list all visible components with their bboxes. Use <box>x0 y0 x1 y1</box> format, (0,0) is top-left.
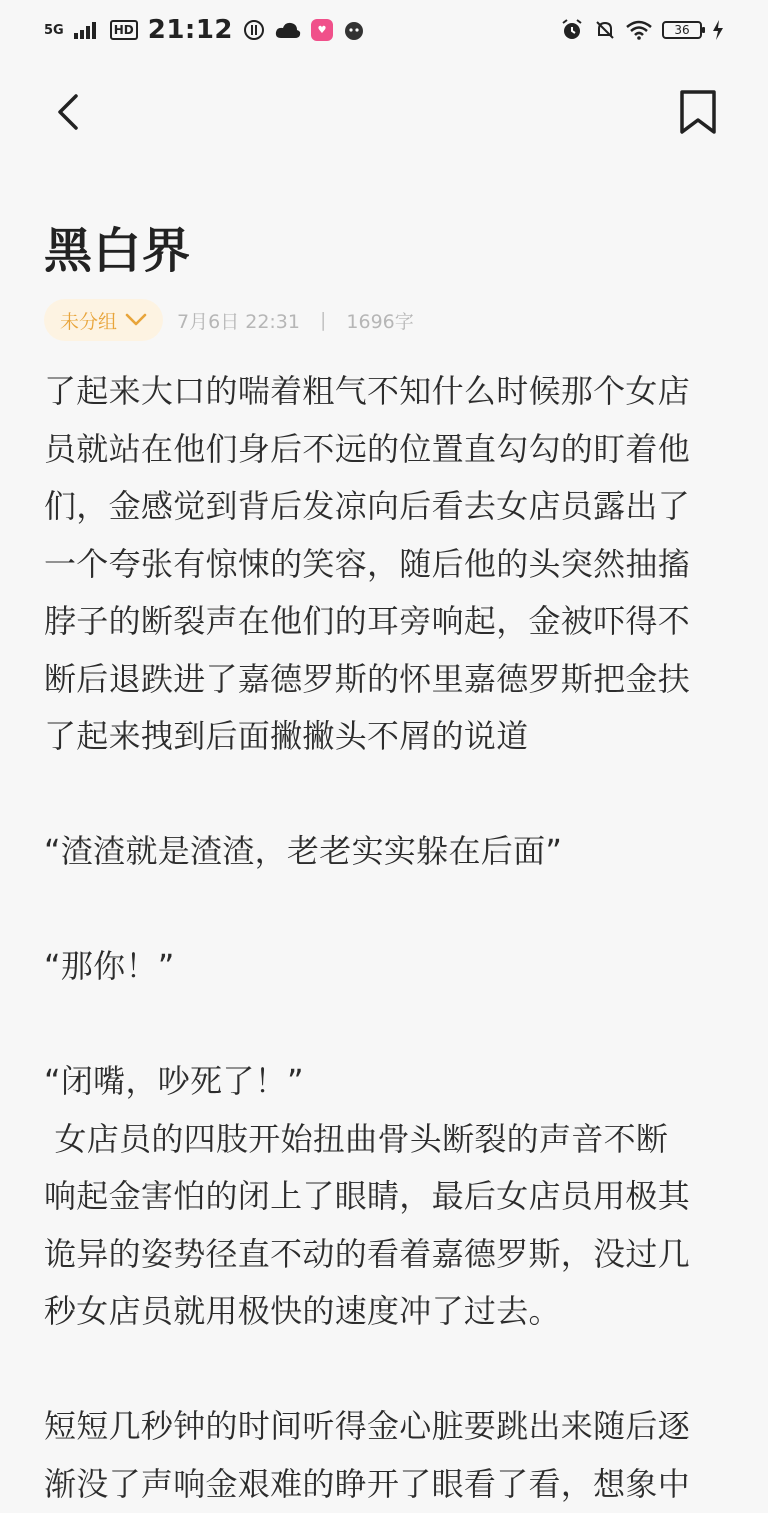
hd-badge: HD <box>110 20 138 40</box>
alarm-icon <box>560 18 584 42</box>
bookmark-icon <box>676 88 720 136</box>
note-body[interactable] <box>44 363 734 1513</box>
wifi-icon <box>626 20 652 40</box>
meta-separator: | <box>320 309 326 331</box>
text-line: “闭嘴，吵死了！” <box>44 1053 734 1111</box>
text-line: 了起来大口的喘着粗气不知什么时候那个女店 <box>44 363 734 421</box>
battery-indicator: 36 <box>662 21 702 39</box>
text-line: 一个夸张有惊悚的笑容，随后他的头突然抽搐 <box>44 536 734 594</box>
blank-line <box>44 1341 734 1399</box>
chevron-down-icon <box>125 313 147 327</box>
status-left <box>44 15 365 45</box>
mute-icon <box>594 19 616 41</box>
back-button[interactable] <box>48 90 92 134</box>
note-title: 黑白界 <box>44 212 191 281</box>
text-line: 女店员的四肢开始扭曲骨头断裂的声音不断 <box>44 1111 734 1169</box>
text-line: “那你！” <box>44 938 734 996</box>
blank-line <box>44 996 734 1054</box>
blank-line <box>44 881 734 939</box>
note-date: 7月6日 22:31 <box>177 307 300 334</box>
pink-app-icon: ♥ <box>311 19 333 41</box>
text-line: 们，金感觉到背后发凉向后看去女店员露出了 <box>44 478 734 536</box>
face-icon <box>343 19 365 41</box>
bookmark-button[interactable] <box>676 88 720 136</box>
word-count: 1696字 <box>346 307 413 334</box>
text-line: 脖子的断裂声在他们的耳旁响起，金被吓得不 <box>44 593 734 651</box>
text-line: 诡异的姿势径直不动的看着嘉德罗斯，没过几 <box>44 1226 734 1284</box>
top-navigation <box>0 80 768 150</box>
text-line: 断后退跌进了嘉德罗斯的怀里嘉德罗斯把金扶 <box>44 651 734 709</box>
clock: 21:12 <box>148 15 233 45</box>
status-right <box>560 18 724 42</box>
text-line: 响起金害怕的闭上了眼睛，最后女店员用极其 <box>44 1168 734 1226</box>
chevron-left-icon <box>48 90 92 134</box>
cloud-icon <box>275 20 301 40</box>
text-line: 秒女店员就用极快的速度冲了过去。 <box>44 1283 734 1341</box>
text-line: 短短几秒钟的时间听得金心脏要跳出来随后逐 <box>44 1398 734 1456</box>
group-label: 未分组 <box>60 307 117 334</box>
app-notification-icon <box>243 19 265 41</box>
text-line: 渐没了声响金艰难的睁开了眼看了看，想象中 <box>44 1456 734 1513</box>
text-line: 了起来拽到后面撇撇头不屑的说道 <box>44 708 734 766</box>
status-bar <box>0 0 768 60</box>
text-line: 员就站在他们身后不远的位置直勾勾的盯着他 <box>44 421 734 479</box>
charging-icon <box>712 20 724 40</box>
group-selector[interactable] <box>44 299 163 341</box>
text-line: “渣渣就是渣渣，老老实实躲在后面” <box>44 823 734 881</box>
note-meta <box>44 298 414 342</box>
signal-icon <box>74 21 100 39</box>
blank-line <box>44 766 734 824</box>
network-indicator: 5G <box>44 24 64 37</box>
